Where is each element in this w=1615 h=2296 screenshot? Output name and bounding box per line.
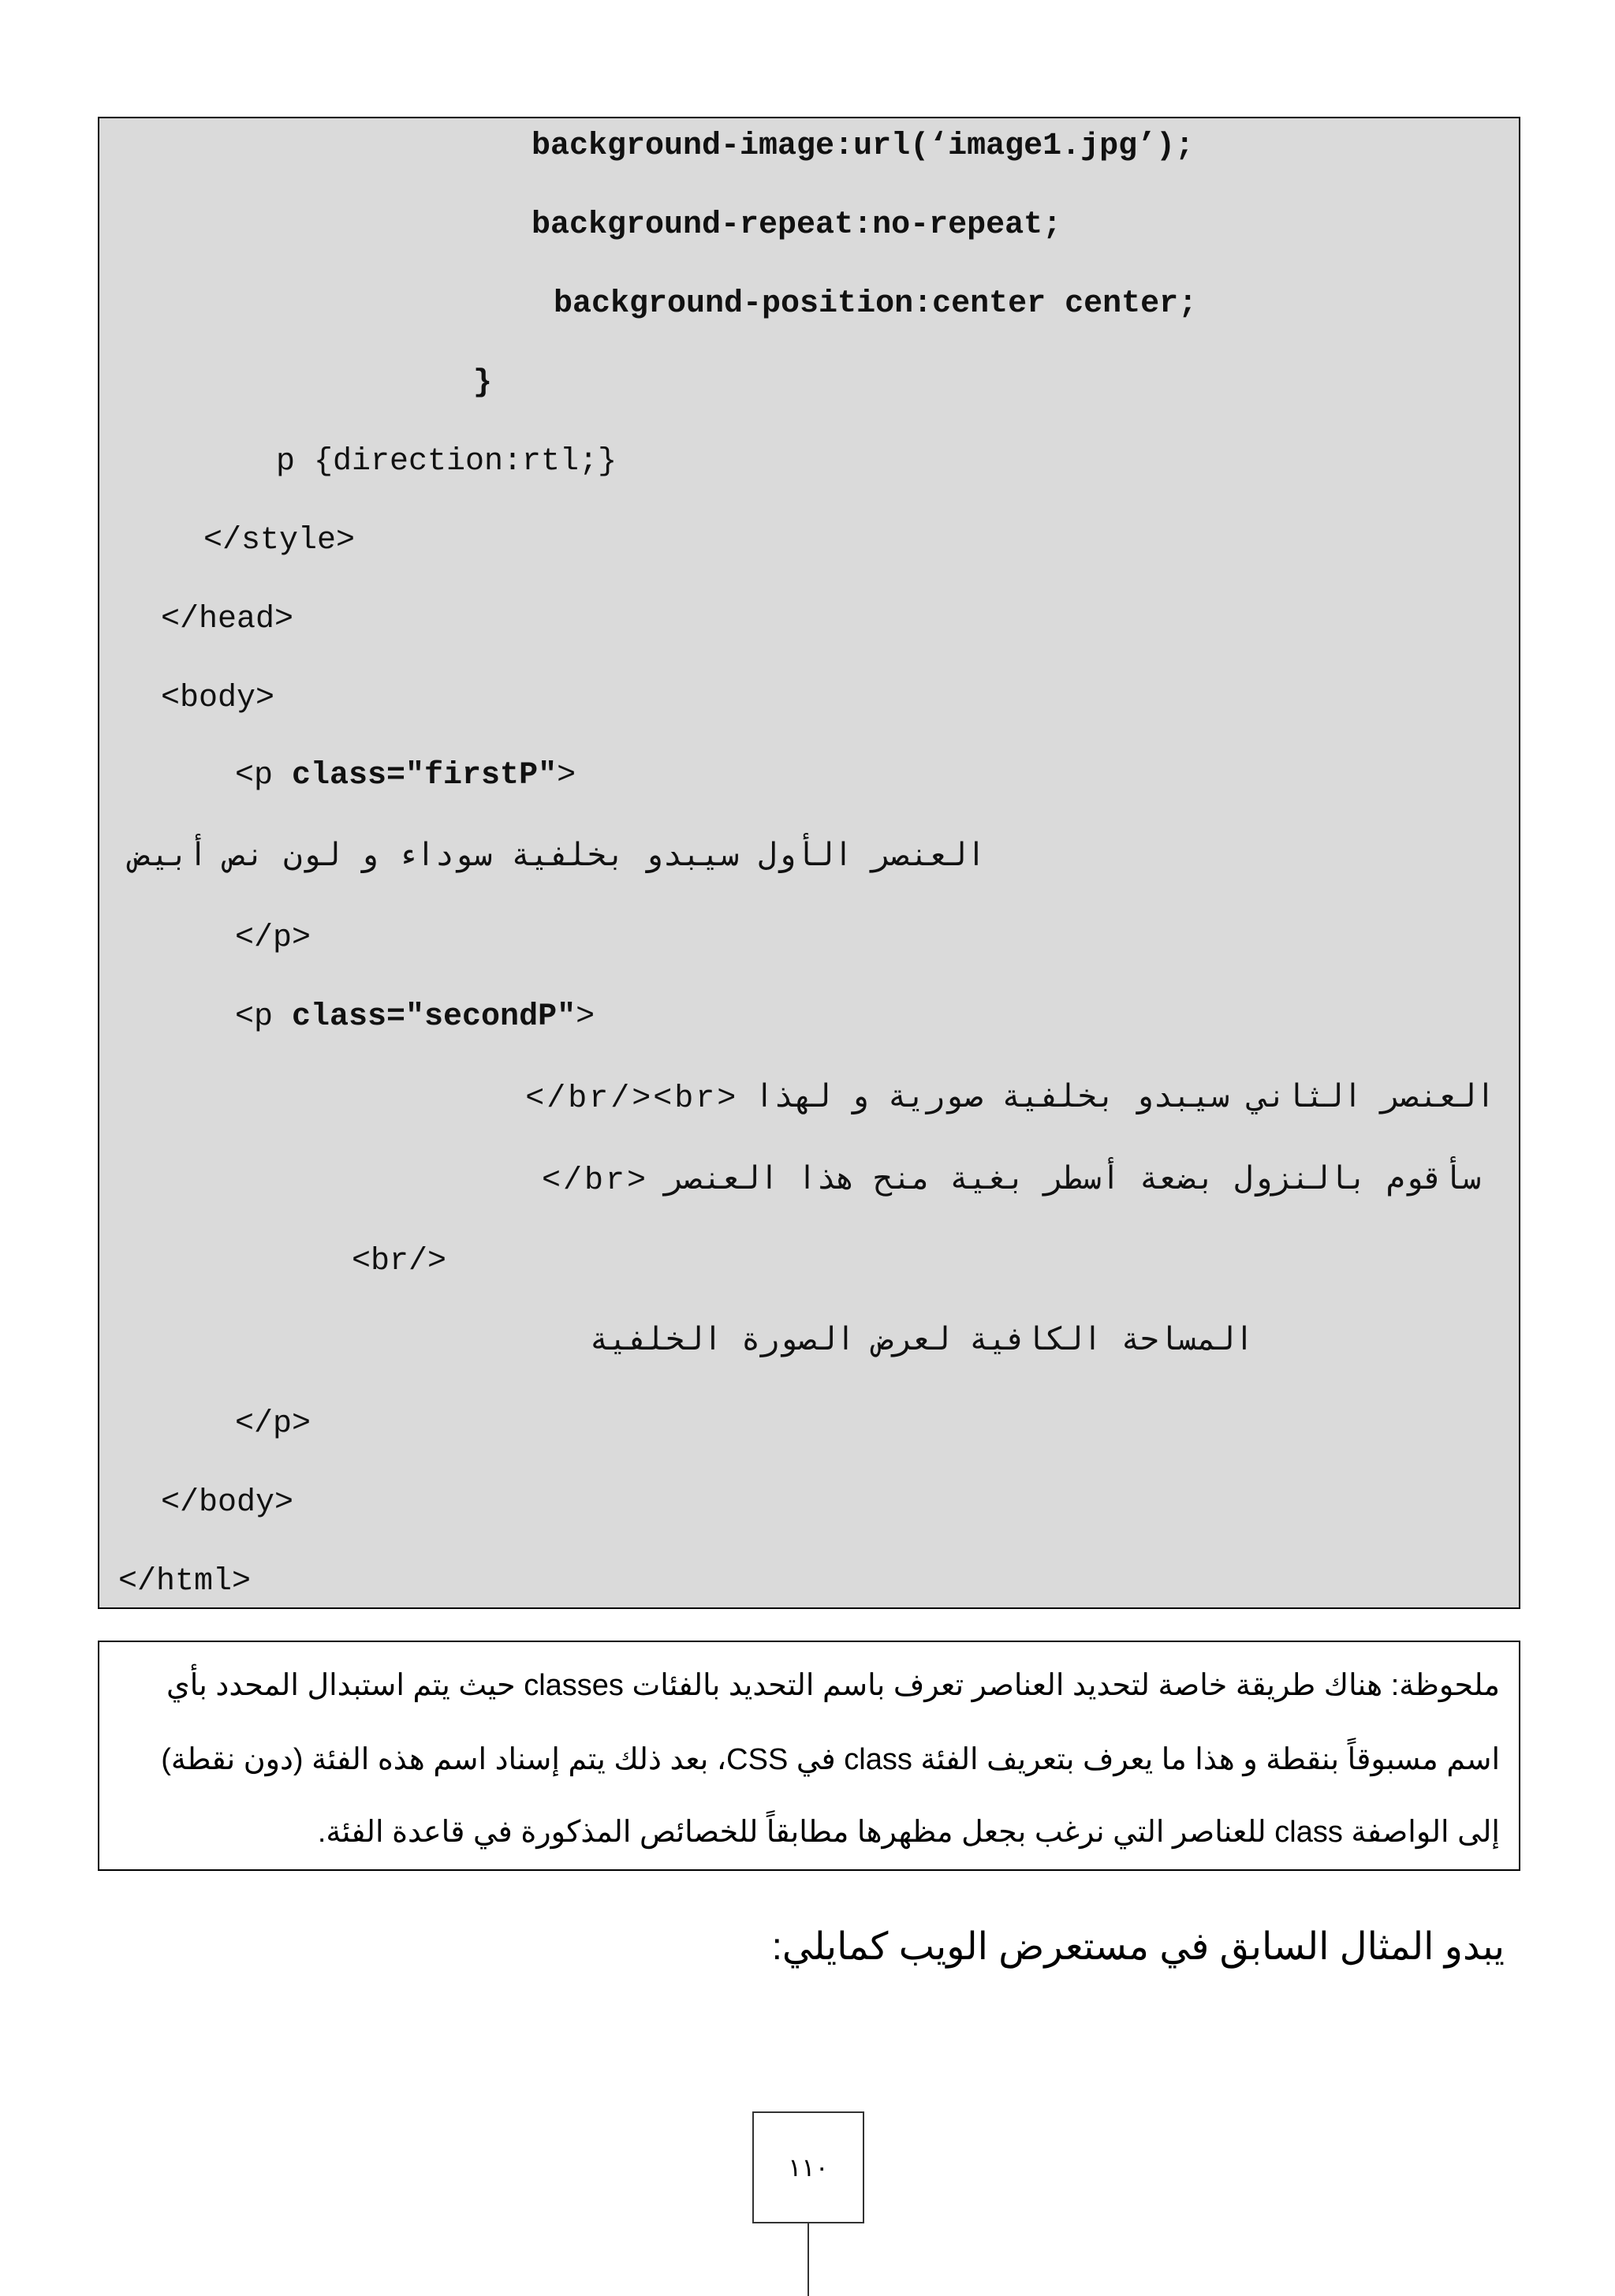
caption: يبدو المثال السابق في مستعرض الويب كمايلي:	[771, 1926, 1505, 1968]
code-line-p1-close: </p>	[235, 920, 311, 956]
code-line-style-close: </style>	[203, 523, 356, 558]
note-line-1: ملحوظة: هناك طريقة خاصة لتحديد العناصر تعرف باسم التحديد بالفئات classes حيث يتم استبدال المحدد بأي	[166, 1669, 1500, 1702]
note-line-2: اسم مسبوقاً بنقطة و هذا ما يعرف بتعريف الفئة class في CSS، بعد ذلك يتم إسناد اسم هذه الفئة (دون نقطة)	[161, 1743, 1500, 1776]
code-line-p2-close: </p>	[235, 1406, 311, 1442]
p1-tag-end: >	[557, 758, 576, 793]
page-number: ١١٠	[752, 2111, 864, 2223]
code-line-body-open: <body>	[161, 681, 275, 716]
code-line-bg-position: background-position:center center;	[554, 286, 1198, 322]
p1-class-attr: class="firstP"	[292, 758, 558, 793]
code-line-head-close: </head>	[161, 602, 294, 637]
code-line-body-close: </body>	[161, 1485, 294, 1521]
code-line-close-brace: }	[473, 365, 493, 401]
code-line-p1-text: العنصر الأول سيبدو بخلفية سوداء و لون نص أبيض	[131, 840, 986, 875]
note-line-3: إلى الواصفة class للعناصر التي نرغب بجعل مظهرها مطابقاً للخصائص المذكورة في قاعدة الفئة.	[317, 1816, 1500, 1849]
p1-tag: <p	[235, 758, 293, 793]
page-number-stem	[808, 2223, 809, 2296]
code-line-bg-image: background-image:url(‘image1.jpg’);	[531, 129, 1195, 164]
code-line-p2-open	[235, 999, 595, 1035]
code-line-bg-repeat: background-repeat:no-repeat;	[531, 207, 1062, 243]
code-line-p2-br: <br/>	[352, 1244, 447, 1279]
code-line-p2-line4: المساحة الكافية لعرض الصورة الخلفية	[589, 1324, 1254, 1360]
p2-tag: <p	[235, 999, 293, 1035]
code-line-html-close: </html>	[118, 1564, 252, 1600]
code-line-p1-open	[235, 760, 576, 792]
code-line-p2-line2: سأقوم بالنزول بضعة أسطر بغية منح هذا العنصر <br/>	[541, 1163, 1481, 1199]
code-line-p-rule: p {direction:rtl;}	[276, 444, 617, 480]
code-line-p2-line1: العنصر الثاني سيبدو بخلفية صورية و لهذا <br/><br/>	[525, 1081, 1495, 1117]
p2-class-attr: class="secondP"	[292, 999, 576, 1035]
p2-tag-end: >	[576, 999, 595, 1035]
note-box	[98, 1641, 1520, 1871]
code-listing	[98, 117, 1520, 1609]
